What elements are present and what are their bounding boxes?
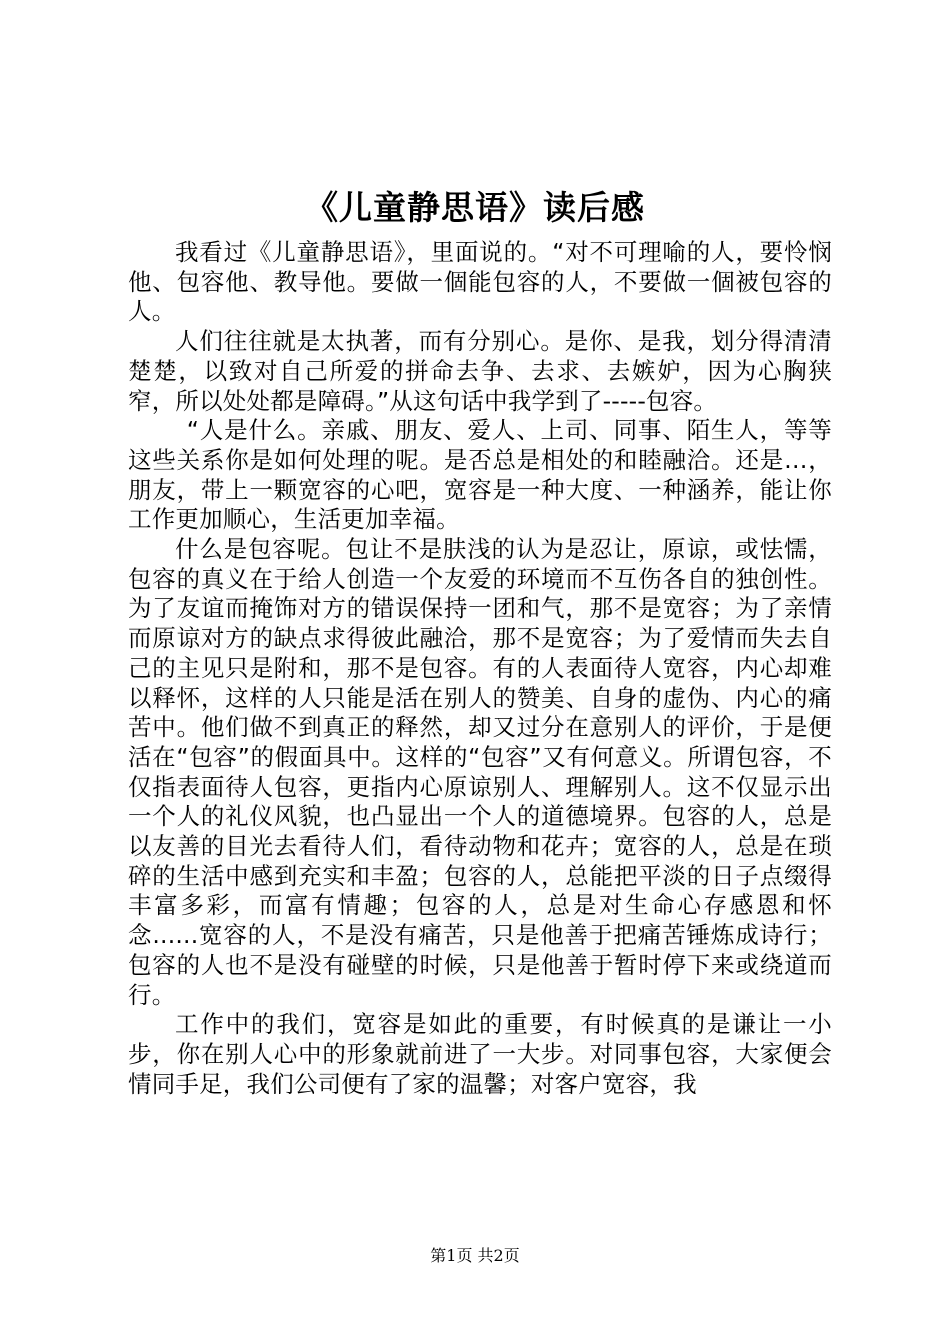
page-footer: 第1页 共2页 xyxy=(430,1246,520,1265)
paragraph-1: 我看过《儿童静思语》，里面说的。“对不可理喻的人，要怜悯他、包容他、教导他。要做一個能包容的人，不要做一個被包容的人。 xyxy=(128,238,832,326)
document-title: 《儿童静思语》读后感 xyxy=(305,188,645,227)
paragraph-2: 人们往往就是太执著，而有分别心。是你、是我，划分得清清楚楚，以致对自己所爱的拼命去争、去求、去嫉妒，因为心胸狭窄，所以处处都是障碍。”从这句话中我学到了-----包容。 xyxy=(128,327,832,415)
paragraph-5: 工作中的我们，宽容是如此的重要，有时候真的是谦让一小步，你在别人心中的形象就前进了一大步。对同事包容，大家便会情同手足，我们公司便有了家的温馨；对客户宽容，我 xyxy=(128,1010,832,1098)
paragraph-3: “人是什么。亲戚、朋友、爱人、上司、同事、陌生人，等等这些关系你是如何处理的呢。是否总是相处的和睦融洽。还是…，朋友，带上一颗宽容的心吧，宽容是一种大度、一种涵养，能让你工作更加顺心，生活更加幸福。 xyxy=(128,416,832,534)
document-body xyxy=(128,238,832,1099)
paragraph-4: 什么是包容呢。包让不是肤浅的认为是忍让，原谅，或怯懦，包容的真义在于给人创造一个友爱的环境而不互伤各自的独创性。为了友谊而掩饰对方的错误保持一团和气，那不是宽容；为了亲情而原谅对方的缺点求得彼此融洽，那不是宽容；为了爱情而失去自己的主见只是附和，那不是包容。有的人表面待人宽容，内心却难以释怀，这样的人只能是活在别人的赞美、自身的虚伪、内心的痛苦中。他们做不到真正的释然，却又过分在意别人的评价，于是便活在“包容”的假面具中。这样的“包容”又有何意义。所谓包容，不仅指表面待人包容，更指内心原谅别人、理解别人。这不仅显示出一个人的礼仪风貌，也凸显出一个人的道德境界。包容的人，总是以友善的目光去看待人们，看待动物和花卉；宽容的人，总是在琐碎的生活中感到充实和丰盈；包容的人，总能把平淡的日子点缀得丰富多彩，而富有情趣；包容的人，总是对生命心存感恩和怀念......宽容的人，不是没有痛苦，只是他善于把痛苦锤炼成诗行；包容的人也不是没有碰壁的时候，只是他善于暂时停下来或绕道而行。 xyxy=(128,535,832,1009)
